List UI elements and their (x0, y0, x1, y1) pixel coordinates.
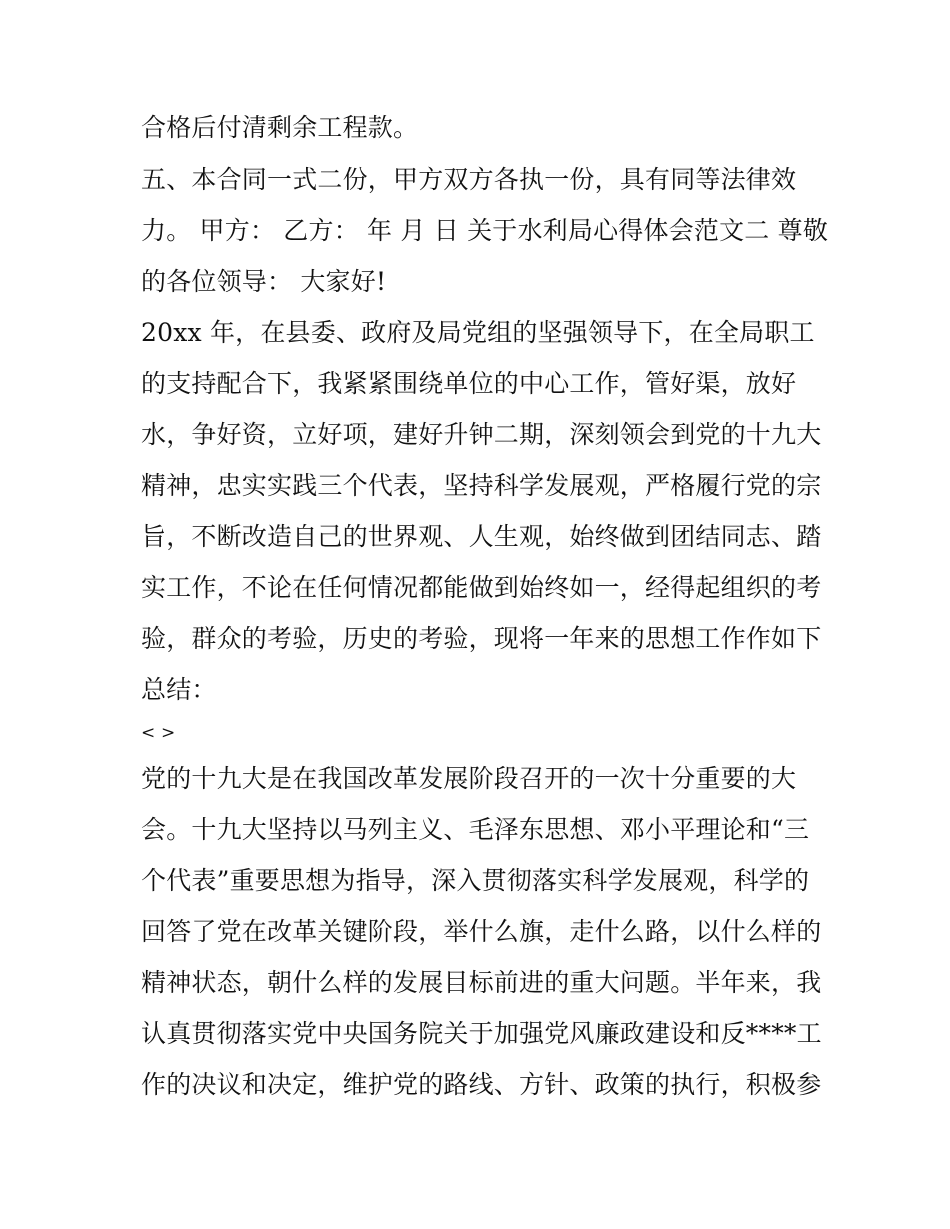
text-line: 实工作，不论在任何情况都能做到始终如一，经得起组织的考 (141, 573, 822, 602)
text-line: 精神，忠实实践三个代表，坚持科学发展观，严格履行党的宗 (141, 471, 822, 500)
text-line: 个代表”重要思想为指导，深入贯彻落实科学发展观，科学的 (141, 866, 810, 895)
text-line: 回答了党在改革关键阶段，举什么旗，走什么路，以什么样的 (141, 917, 822, 946)
text-line: 的支持配合下，我紧紧围绕单位的中心工作，管好渠，放好 (141, 369, 797, 398)
text-line: 20xx 年，在县委、政府及局党组的坚强领导下，在全局职工 (141, 318, 815, 347)
text-line: 水，争好资，立好项，建好升钟二期，深刻领会到党的十九大 (141, 420, 822, 449)
text-line: 认真贯彻落实党中央国务院关于加强党风廉政建设和反****工 (141, 1019, 822, 1048)
text-line: 会。十九大坚持以马列主义、毛泽东思想、邓小平理论和“三 (141, 815, 810, 844)
text-line: 合格后付清剩余工程款。 (141, 113, 419, 142)
text-line: 五、本合同一式二份，甲方双方各执一份，具有同等法律效 (141, 165, 797, 194)
text-line: 总结： (141, 675, 217, 704)
text-line: 的各位领导： 大家好! (141, 267, 387, 296)
text-line: 作的决议和决定，维护党的路线、方针、政策的执行，积极参 (141, 1070, 822, 1099)
text-line: < > (141, 723, 176, 743)
text-line: 旨，不断改造自己的世界观、人生观，始终做到团结同志、踏 (141, 522, 822, 551)
text-line: 党的十九大是在我国改革发展阶段召开的一次十分重要的大 (141, 764, 797, 793)
text-line: 精神状态，朝什么样的发展目标前进的重大问题。半年来，我 (141, 968, 822, 997)
text-line: 验，群众的考验，历史的考验，现将一年来的思想工作作如下 (141, 624, 822, 653)
text-line: 力。 甲方： 乙方： 年 月 日 关于水利局心得体会范文二 尊敬 (141, 216, 829, 245)
